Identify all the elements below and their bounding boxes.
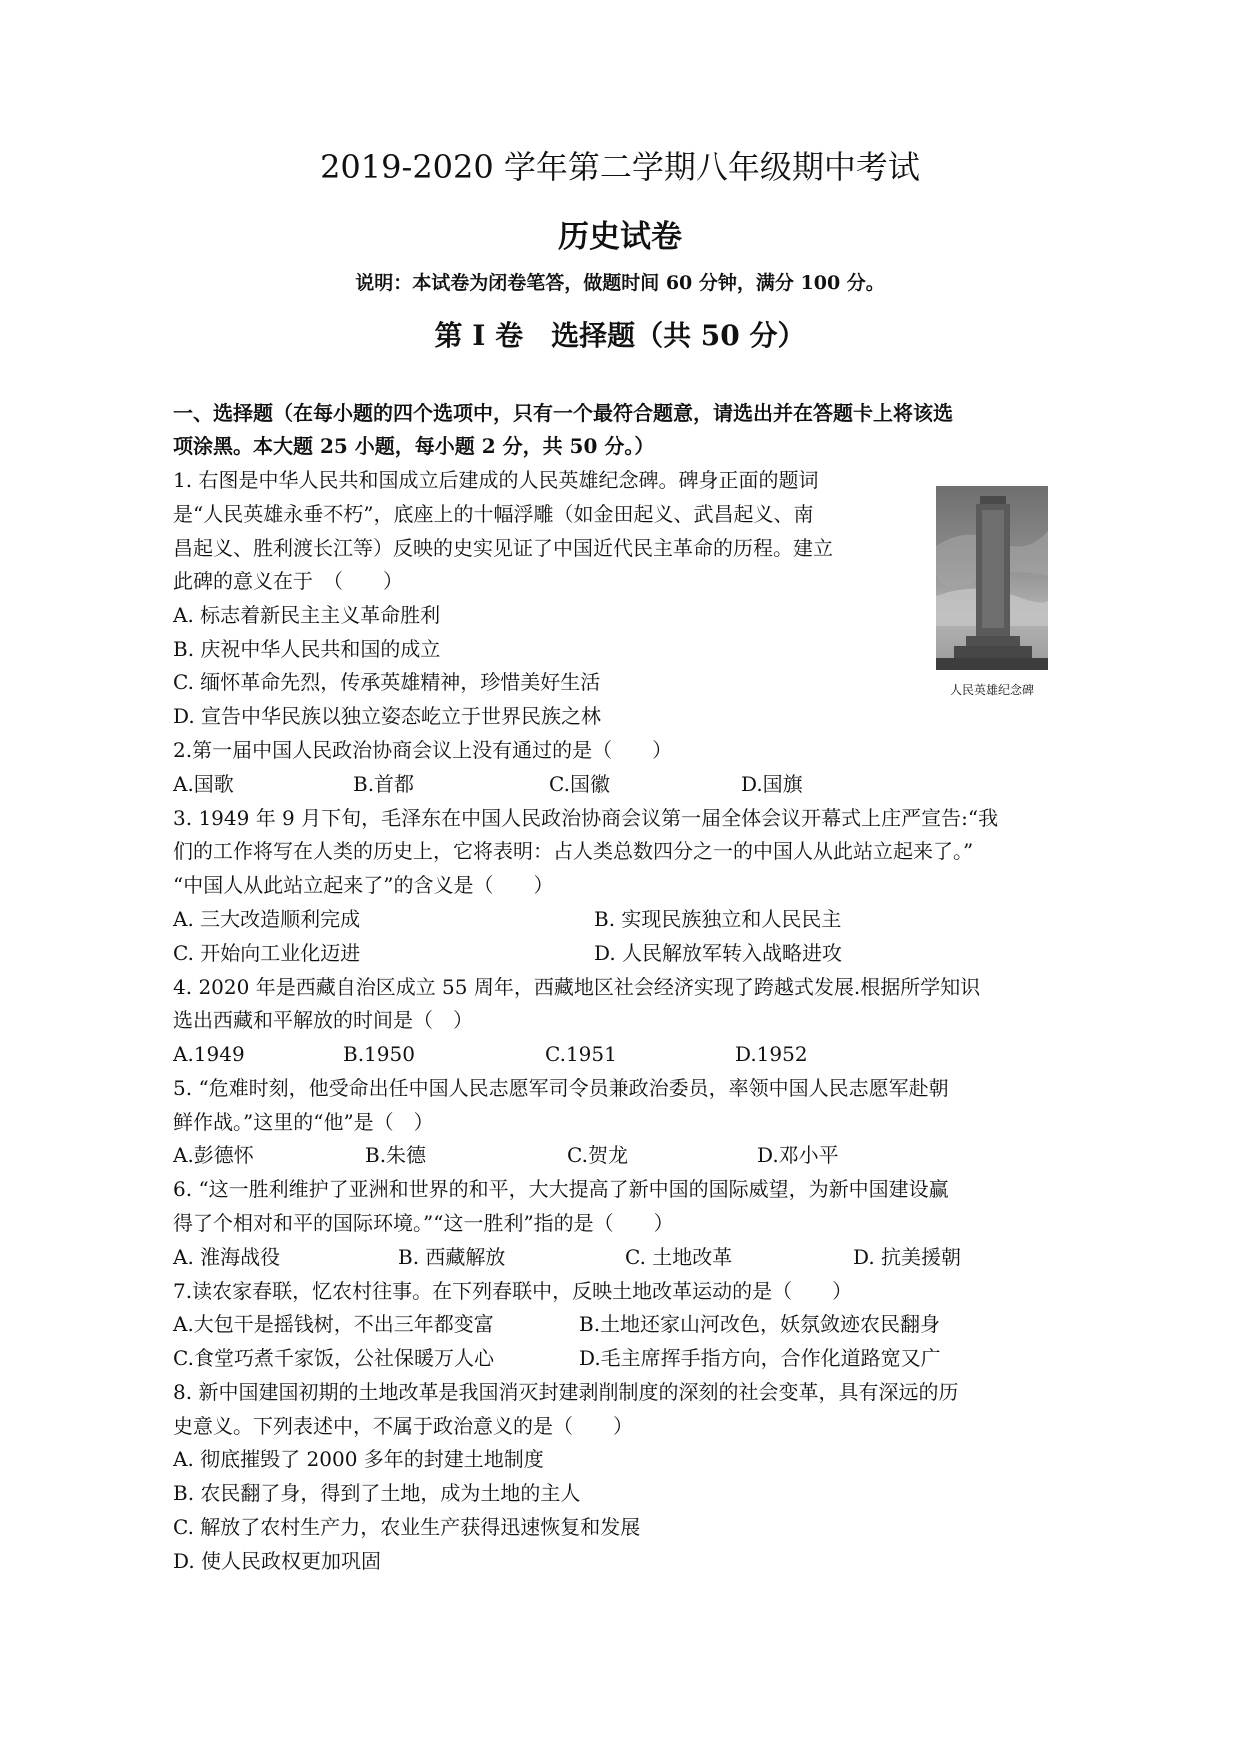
monument-illustration [936,486,1048,670]
q7-option-a: A.大包干是摇钱树，不出三年都变富 [173,1312,494,1336]
q8-stem-line: 史意义。下列表述中，不属于政治意义的是（ ） [173,1414,633,1438]
q3-option-b: B. 实现民族独立和人民民主 [594,907,842,931]
q5-option-d: D.邓小平 [757,1143,839,1167]
monument-photo [936,486,1048,670]
q5-stem-line: 鲜作战。”这里的“他”是（ ） [173,1110,434,1134]
q1-stem-line: 昌起义、胜利渡长江等）反映的史实见证了中国近代民主革命的历程。建立 [173,536,833,560]
q1-stem-line: 是“人民英雄永垂不朽”，底座上的十幅浮雕（如金田起义、武昌起义、南 [173,502,814,526]
q6-option-d: D. 抗美援朝 [853,1245,962,1269]
q8-option-b: B. 农民翻了身，得到了土地，成为土地的主人 [173,1481,581,1505]
subject-title: 历史试卷 [558,219,682,255]
q3-stem-line: “中国人从此站立起来了”的含义是（ ） [173,873,554,897]
q2-option-a: A.国歌 [173,772,234,796]
q8-option-c: C. 解放了农村生产力，农业生产获得迅速恢复和发展 [173,1515,641,1539]
q8-option-d: D. 使人民政权更加巩固 [173,1549,382,1573]
q4-option-b: B.1950 [343,1042,415,1066]
section-instruction-line1: 一、选择题（在每小题的四个选项中，只有一个最符合题意，请选出并在答题卡上将该选 [173,401,953,425]
q1-stem-line: 此碑的意义在于 （ ） [173,569,403,593]
q1-option-c: C. 缅怀革命先烈，传承英雄精神，珍惜美好生活 [173,670,601,694]
q3-option-c: C. 开始向工业化迈进 [173,941,361,965]
q5-stem-line: 5. “危难时刻，他受命出任中国人民志愿军司令员兼政治委员，率领中国人民志愿军赴朝 [173,1076,949,1100]
q6-stem-line: 得了个相对和平的国际环境。”“这一胜利”指的是（ ） [173,1211,674,1235]
q4-option-a: A.1949 [173,1042,245,1066]
q1-option-d: D. 宣告中华民族以独立姿态屹立于世界民族之林 [173,704,602,728]
q5-option-a: A.彭德怀 [173,1143,254,1167]
exam-title: 2019-2020 学年第二学期八年级期中考试 [320,148,920,186]
exam-note: 说明：本试卷为闭卷笔答，做题时间 60 分钟，满分 100 分。 [355,272,885,294]
q4-stem-line: 4. 2020 年是西藏自治区成立 55 周年，西藏地区社会经济实现了跨越式发展.根据所学知识 [173,975,981,999]
q3-option-a: A. 三大改造顺利完成 [173,907,361,931]
monument-caption: 人民英雄纪念碑 [949,683,1034,697]
q8-option-a: A. 彻底摧毁了 2000 多年的封建土地制度 [173,1447,544,1471]
q1-option-a: A. 标志着新民主主义革命胜利 [173,603,441,627]
part-heading: 第 I 卷 选择题（共 50 分） [434,319,806,352]
q7-stem: 7.读农家春联，忆农村往事。在下列春联中，反映土地改革运动的是（ ） [173,1279,853,1303]
section-instruction-line2: 项涂黑。本大题 25 小题，每小题 2 分，共 50 分。） [173,434,655,458]
q5-option-c: C.贺龙 [567,1143,628,1167]
q4-stem-line: 选出西藏和平解放的时间是（ ） [173,1008,473,1032]
q3-option-d: D. 人民解放军转入战略进攻 [594,941,843,965]
q6-option-b: B. 西藏解放 [398,1245,506,1269]
q5-option-b: B.朱德 [365,1143,427,1167]
q7-option-c: C.食堂巧煮千家饭，公社保暖万人心 [173,1346,494,1370]
q7-option-d: D.毛主席挥手指方向，合作化道路宽又广 [579,1346,941,1370]
q7-option-b: B.土地还家山河改色，妖氛敛迹农民翻身 [579,1312,941,1336]
q2-option-c: C.国徽 [549,772,610,796]
q8-stem-line: 8. 新中国建国初期的土地改革是我国消灭封建剥削制度的深刻的社会变革，具有深远的历 [173,1380,959,1404]
q3-stem-line: 们的工作将写在人类的历史上，它将表明：占人类总数四分之一的中国人从此站立起来了。” [173,839,974,863]
q3-stem-line: 3. 1949 年 9 月下旬，毛泽东在中国人民政治协商会议第一届全体会议开幕式上庄严宣告:“我 [173,806,999,830]
q2-option-b: B.首都 [353,772,415,796]
q2-option-d: D.国旗 [741,772,803,796]
q4-option-d: D.1952 [735,1042,808,1066]
q6-option-c: C. 土地改革 [625,1245,733,1269]
q6-stem-line: 6. “这一胜利维护了亚洲和世界的和平，大大提高了新中国的国际威望，为新中国建设赢 [173,1177,949,1201]
q6-option-a: A. 淮海战役 [173,1245,281,1269]
q1-option-b: B. 庆祝中华人民共和国的成立 [173,637,441,661]
q1-stem-line: 1. 右图是中华人民共和国成立后建成的人民英雄纪念碑。碑身正面的题词 [173,468,819,492]
q2-stem: 2.第一届中国人民政治协商会议上没有通过的是（ ） [173,738,673,762]
q4-option-c: C.1951 [545,1042,617,1066]
